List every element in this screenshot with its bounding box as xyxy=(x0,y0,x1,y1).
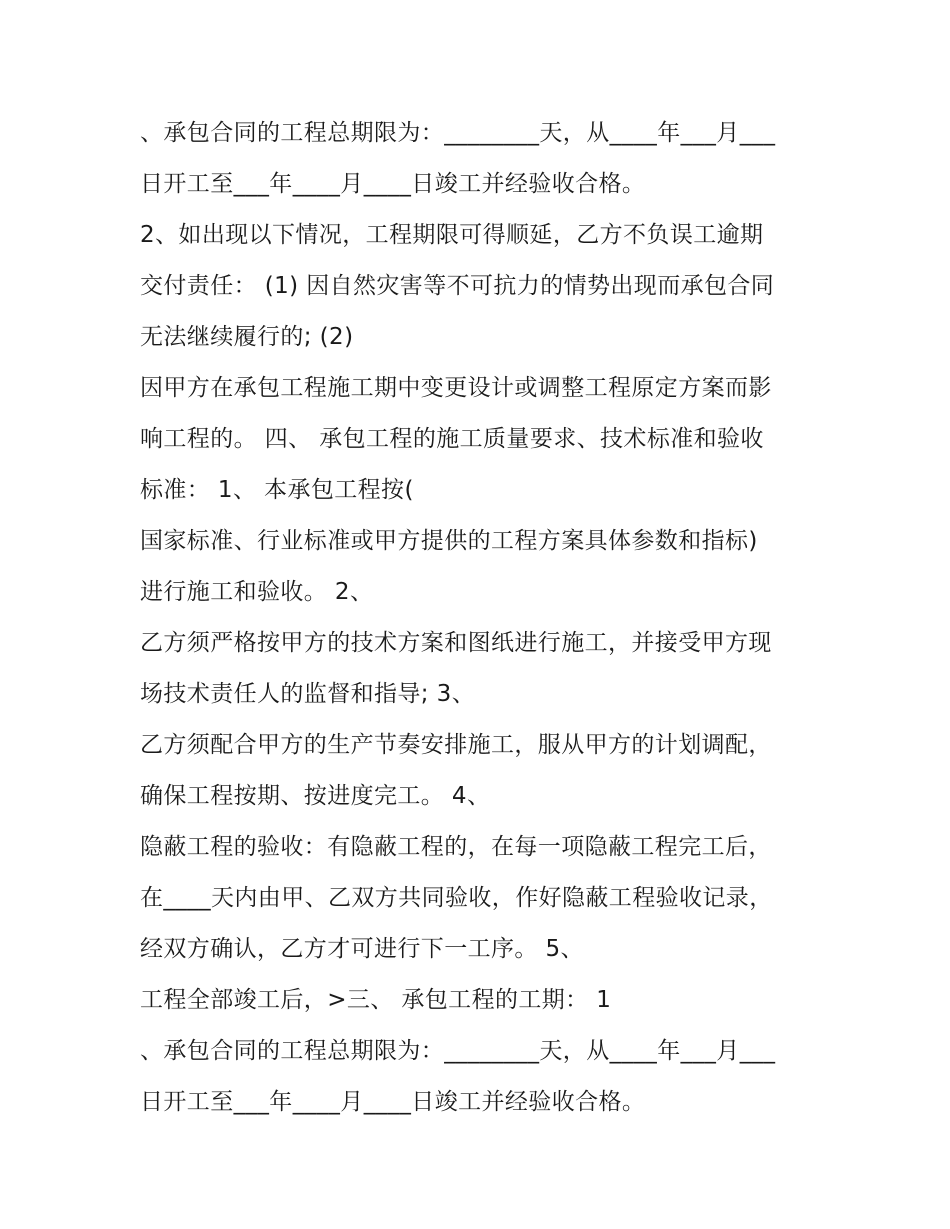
text-line: 、承包合同的工程总期限为：________天，从____年___月___ xyxy=(140,1038,776,1064)
text-line: 国家标准、行业标准或甲方提供的工程方案具体参数和指标) xyxy=(140,528,758,554)
document-body xyxy=(140,108,820,1128)
text-line: 日开工至___年____月____日竣工并经验收合格。 xyxy=(140,171,646,197)
text-line: 无法继续履行的; (2) xyxy=(140,324,354,350)
text-line: 场技术责任人的监督和指导; 3、 xyxy=(140,681,476,707)
text-line: 隐蔽工程的验收：有隐蔽工程的，在每一项隐蔽工程完工后， xyxy=(140,834,772,860)
text-line: 、承包合同的工程总期限为：________天，从____年___月___ xyxy=(140,120,776,146)
text-line: 交付责任： (1) 因自然灾害等不可抗力的情势出现而承包合同 xyxy=(140,273,775,299)
text-line: 2、如出现以下情况，工程期限可得顺延，乙方不负误工逾期 xyxy=(140,222,764,248)
text-line: 工程全部竣工后，>三、 承包工程的工期： 1 xyxy=(140,987,612,1013)
text-line: 日开工至___年____月____日竣工并经验收合格。 xyxy=(140,1089,646,1115)
text-line: 在____天内由甲、乙双方共同验收，作好隐蔽工程验收记录， xyxy=(140,885,773,911)
text-line: 响工程的。 四、 承包工程的施工质量要求、技术标准和验收 xyxy=(140,426,764,452)
text-line: 乙方须配合甲方的生产节奏安排施工，服从甲方的计划调配， xyxy=(140,732,772,758)
text-line: 乙方须严格按甲方的技术方案和图纸进行施工，并接受甲方现 xyxy=(140,630,772,656)
text-line: 进行施工和验收。 2、 xyxy=(140,579,374,605)
text-line: 经双方确认，乙方才可进行下一工序。 5、 xyxy=(140,936,584,962)
text-line: 因甲方在承包工程施工期中变更设计或调整工程原定方案而影 xyxy=(140,375,772,401)
text-line: 确保工程按期、按进度完工。 4、 xyxy=(140,783,491,809)
text-line: 标准： 1、 本承包工程按( xyxy=(140,477,414,503)
